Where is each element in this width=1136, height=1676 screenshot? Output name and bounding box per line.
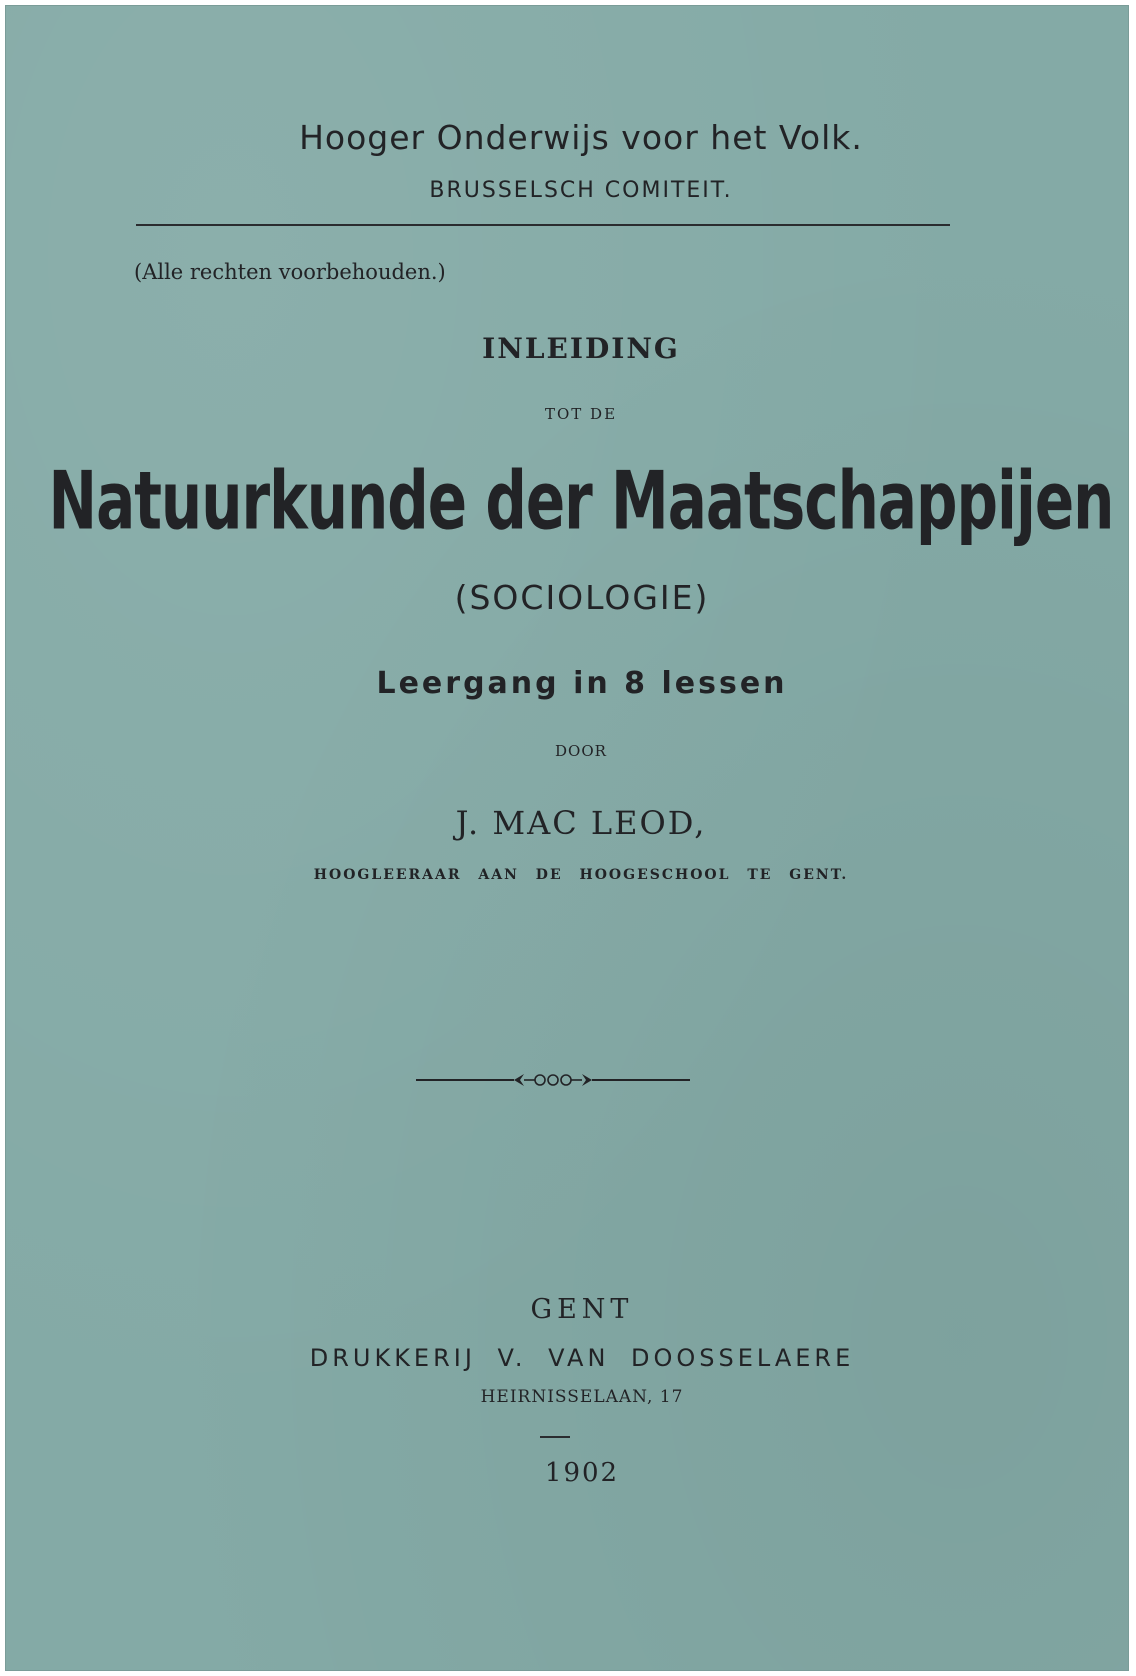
header-divider	[136, 224, 950, 226]
title-connector: TOT DE	[544, 405, 618, 423]
printer-name: DRUKKERIJ V. VAN DOOSSELAERE	[309, 1344, 855, 1372]
printer-address: HEIRNISSELAAN, 17	[480, 1387, 684, 1407]
book-cover	[6, 6, 1128, 1670]
book-subtitle: (SOCIOLOGIE)	[454, 578, 710, 617]
publication-city: GENT	[530, 1294, 634, 1325]
by-label: DOOR	[555, 742, 607, 760]
author-affiliation: HOOGLEERAAR AAN DE HOOGESCHOOL TE GENT.	[313, 867, 849, 883]
author-name: J. MAC LEOD,	[455, 804, 707, 842]
ornamental-rule-icon	[416, 1068, 690, 1092]
series-title: Hooger Onderwijs voor het Volk.	[299, 118, 863, 157]
book-title: Natuurkunde der Maatschappijen	[48, 454, 1114, 548]
course-description: Leergang in 8 lessen	[376, 666, 788, 701]
intro-heading: INLEIDING	[482, 332, 680, 365]
rights-notice: (Alle rechten voorbehouden.)	[134, 260, 446, 284]
year-divider	[540, 1436, 570, 1438]
publication-year: 1902	[544, 1458, 620, 1488]
committee-name: BRUSSELSCH COMITEIT.	[429, 178, 733, 203]
